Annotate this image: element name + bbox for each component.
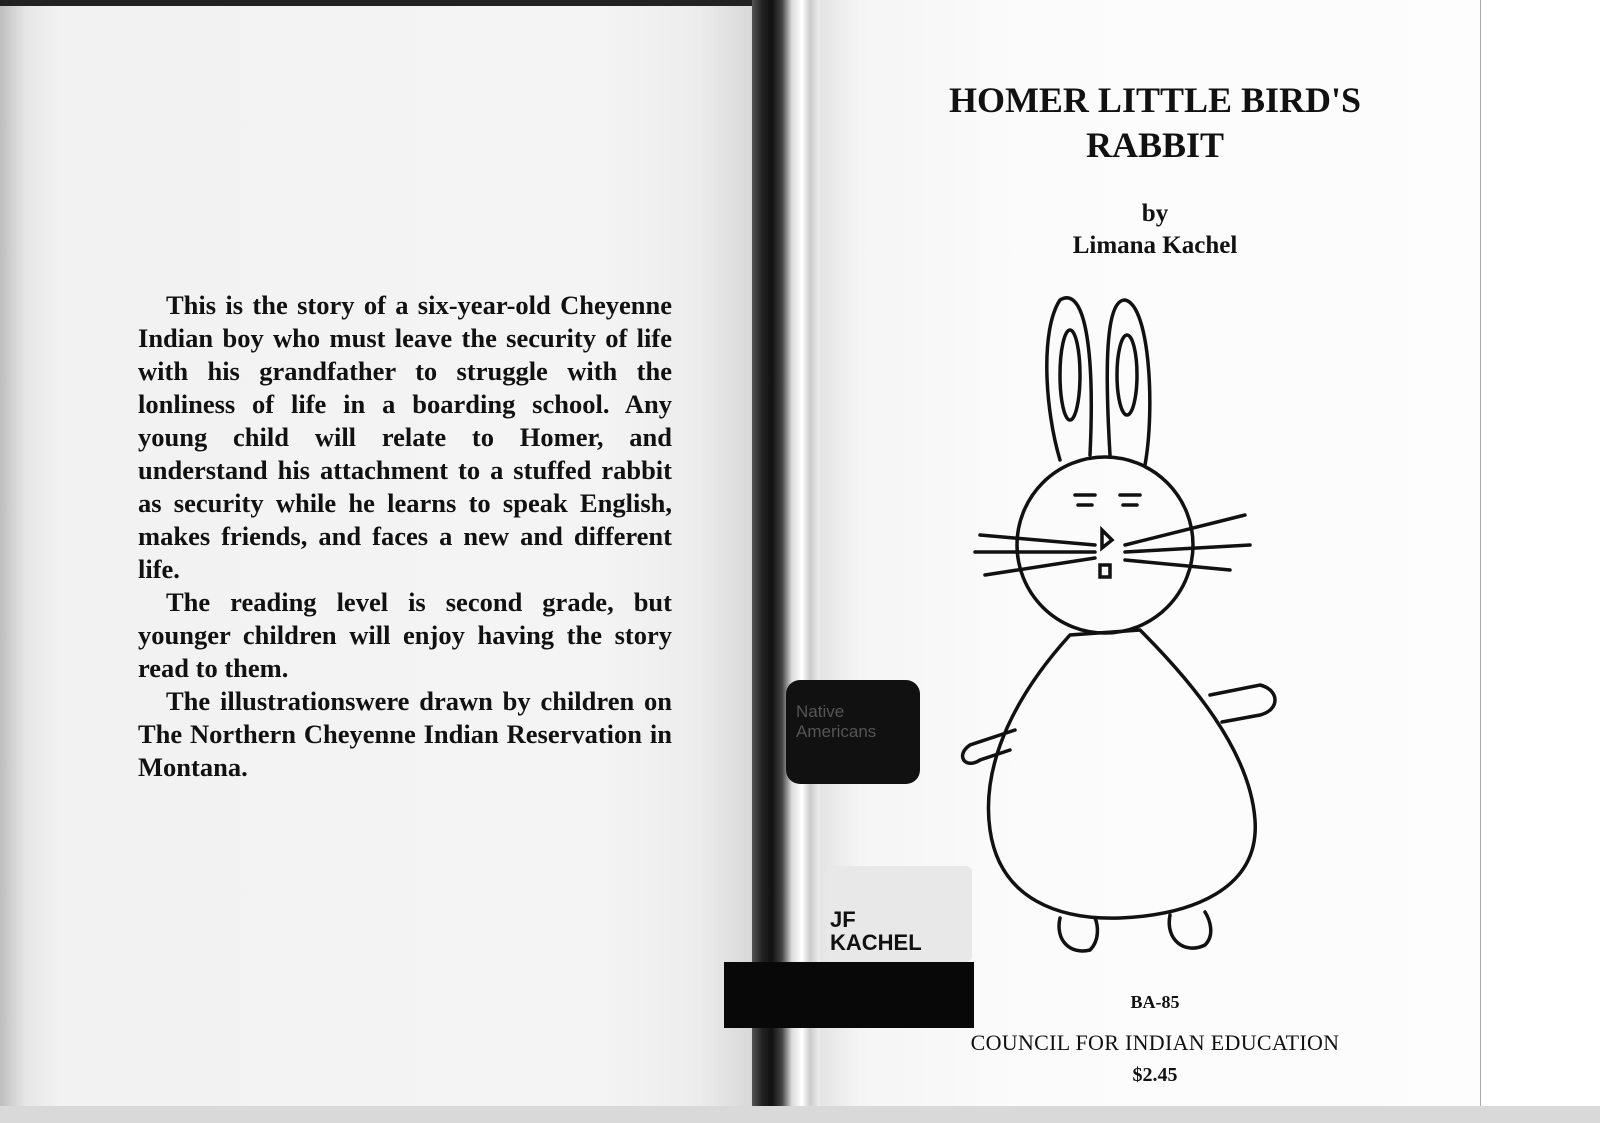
rabbit-foot-right	[1169, 912, 1211, 948]
call-number-line2: KACHEL	[830, 930, 922, 955]
byline	[900, 198, 1410, 262]
book-spine	[752, 0, 820, 1106]
book-title	[900, 78, 1410, 168]
rabbit-arm-right	[1210, 685, 1275, 722]
rabbit-ears	[1047, 298, 1150, 465]
blurb-paragraph: This is the story of a six-year-old Cheyenne Indian boy who must leave the security of life with his grandfather to struggle with the lonliness of life in a boarding school. Any young child will relate to Homer, and understand his attachment to a stuffed rabbit as security while he learns to speak English, makes friends, and faces a new and different life.	[138, 290, 672, 584]
blurb-paragraph: The illustrationswere drawn by children on The Northern Cheyenne Indian Reservation in Montana.	[138, 686, 672, 782]
rabbit-illustration	[960, 290, 1290, 990]
publisher-name: COUNCIL FOR INDIAN EDUCATION	[970, 1030, 1340, 1055]
rabbit-foot-left	[1059, 918, 1097, 951]
blurb-paragraph: The reading level is second grade, but younger children will enjoy having the story read to them.	[138, 587, 672, 683]
by-label: by	[1141, 200, 1169, 227]
rabbit-arm-left	[963, 730, 1015, 763]
rabbit-body	[988, 630, 1255, 918]
author-name: Limana Kachel	[1072, 232, 1238, 259]
back-cover-blurb	[138, 289, 672, 784]
catalog-code: BA-85	[1130, 992, 1180, 1012]
page-top-edge	[0, 0, 760, 6]
title-line2: RABBIT	[1085, 125, 1225, 165]
title-line1: HOMER LITTLE BIRD'S	[948, 80, 1362, 120]
price: $2.45	[1132, 1064, 1178, 1086]
genre-sticker: Native Americans	[786, 680, 920, 784]
call-number	[830, 908, 922, 954]
call-number-line1: JF	[830, 907, 856, 932]
